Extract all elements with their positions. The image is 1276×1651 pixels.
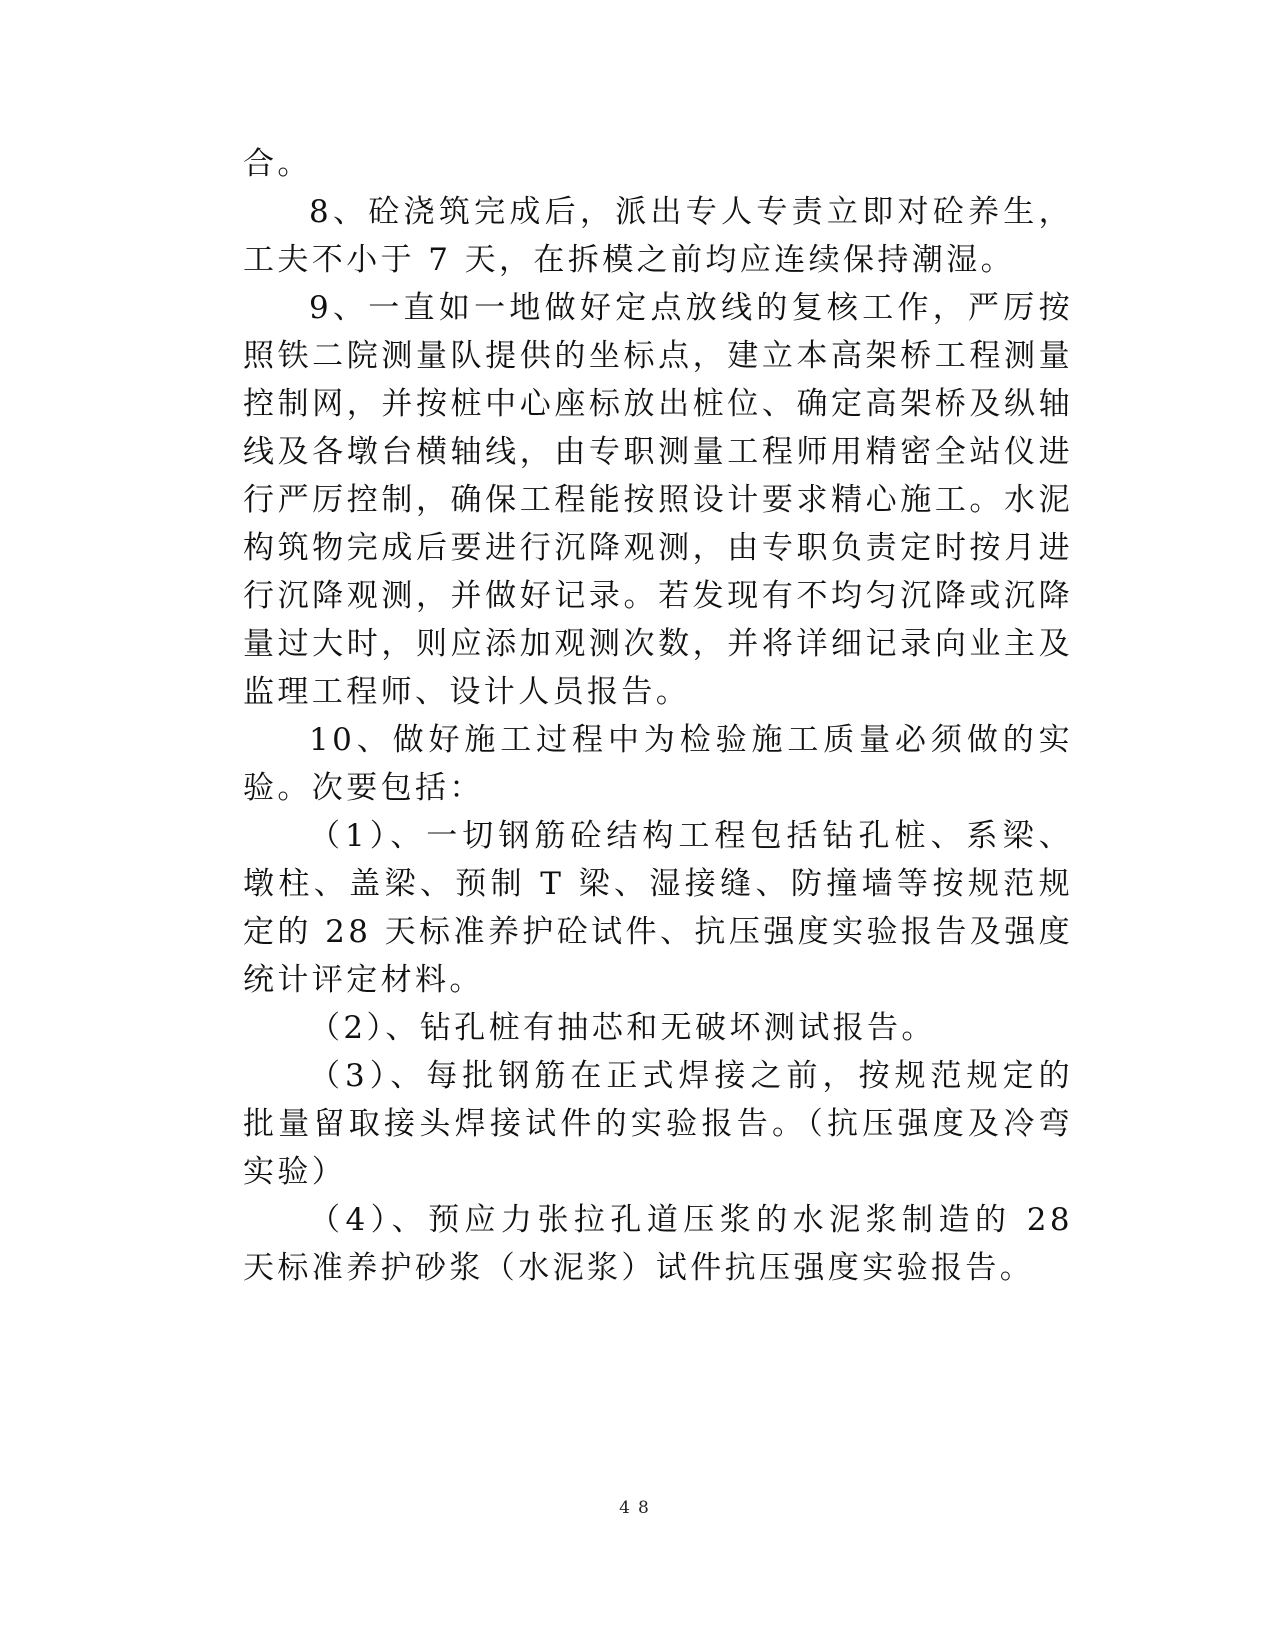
body-text (243, 140, 1073, 1292)
paragraph-continuation: 合。 (243, 146, 312, 182)
paragraph-item-10: 10、做好施工过程中为检验施工质量必须做的实验。次要包括： (243, 722, 1073, 806)
paragraph-subitem-2: （2）、钻孔桩有抽芯和无破坏测试报告。 (309, 1010, 936, 1046)
paragraph-subitem-3: （3）、每批钢筋在正式焊接之前，按规范规定的批量留取接头焊接试件的实验报告。（抗压强度及冷弯实验） (243, 1058, 1073, 1190)
paragraph-item-8: 8、砼浇筑完成后，派出专人专责立即对砼养生，工夫不小于 7 天，在拆模之前均应连续保持潮湿。 (243, 194, 1073, 278)
paragraph-subitem-1: （1）、一切钢筋砼结构工程包括钻孔桩、系梁、墩柱、盖梁、预制 T 梁、湿接缝、防撞墙等按规范规定的 28 天标准养护砼试件、抗压强度实验报告及强度统计评定材料。 (243, 818, 1073, 998)
paragraph-item-9: 9、一直如一地做好定点放线的复核工作，严厉按照铁二院测量队提供的坐标点，建立本高架桥工程测量控制网，并按桩中心座标放出桩位、确定高架桥及纵轴线及各墩台横轴线，由专职测量工程师用精密全站仪进行严厉控制，确保工程能按照设计要求精心施工。水泥构筑物完成后要进行沉降观测，由专职负责定时按月进行沉降观测，并做好记录。若发现有不均匀沉降或沉降量过大时，则应添加观测次数，并将详细记录向业主及监理工程师、设计人员报告。 (243, 290, 1073, 710)
paragraph-subitem-4: （4）、预应力张拉孔道压浆的水泥浆制造的 28 天标准养护砂浆（水泥浆）试件抗压强度实验报告。 (243, 1202, 1073, 1286)
page-number: 48 (619, 1498, 657, 1518)
